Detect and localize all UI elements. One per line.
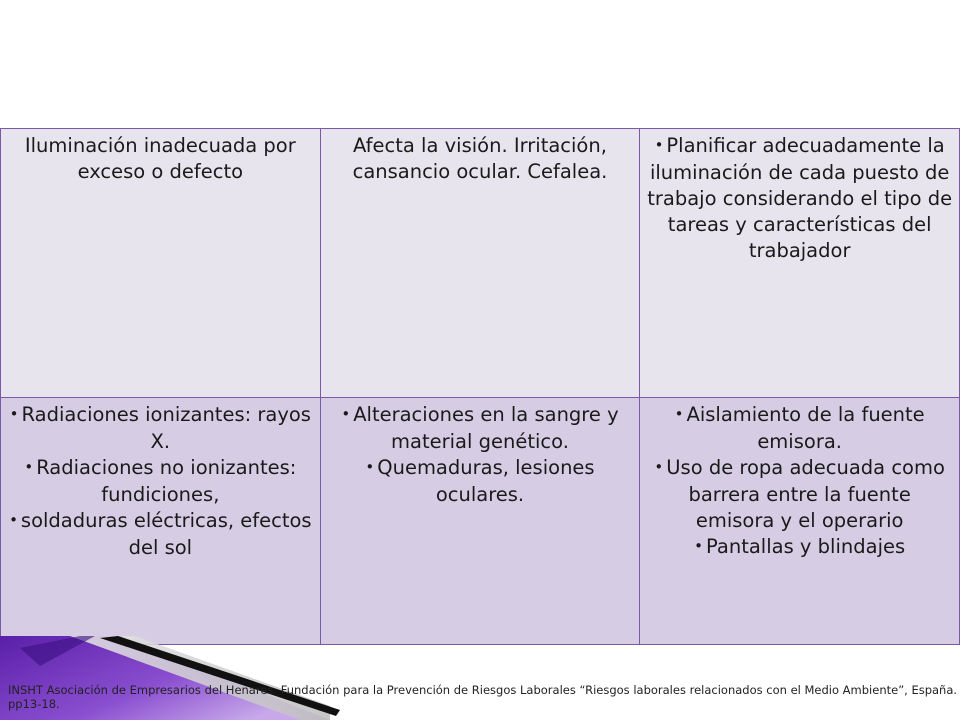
bullet-icon: •: [24, 458, 34, 476]
table-cell: [1, 398, 321, 645]
cell-text-content: Aislamiento de la fuente emisora.: [686, 403, 925, 453]
bullet-icon: •: [654, 458, 664, 476]
cell-text: [327, 133, 634, 185]
bullet-item: [327, 402, 634, 455]
cell-text-content: Afecta la visión. Irritación, cansancio ocular. Cefalea.: [352, 134, 608, 183]
cell-text: [7, 133, 314, 185]
cell-text-content: Radiaciones ionizantes: rayos X.: [21, 403, 311, 453]
source-citation: INSHT Asociación de Empresarios del Henares. Fundación para la Prevención de Riesgos Laborales “Riesgos laborales relacionados con el Medio Ambiente”, España. pp13-18.: [8, 683, 958, 711]
hazard-table: [0, 128, 960, 645]
bullet-icon: •: [9, 511, 18, 529]
bullet-icon: •: [654, 136, 664, 154]
bullet-icon: •: [341, 405, 351, 423]
table-cell: [1, 129, 321, 398]
bullet-item: [646, 455, 953, 534]
table-cell: [320, 129, 640, 398]
table-row: [1, 398, 960, 645]
cell-text-content: Radiaciones no ionizantes: fundiciones,: [36, 456, 297, 506]
cell-text-content: soldaduras eléctricas, efectos del sol: [20, 509, 312, 559]
bullet-item: [7, 402, 314, 455]
table-cell: [640, 398, 960, 645]
cell-text-content: Quemaduras, lesiones oculares.: [377, 456, 595, 506]
bullet-item: [646, 534, 953, 561]
cell-text-content: Planificar adecuadamente la iluminación de cada puesto de trabajo considerando el tipo de tareas y características del trabajador: [647, 134, 953, 262]
bullet-icon: •: [365, 458, 375, 476]
table-cell: [320, 398, 640, 645]
cell-text-content: Pantallas y blindajes: [706, 535, 906, 558]
bullet-icon: •: [674, 405, 684, 423]
bullet-item: [327, 455, 634, 508]
bullet-item: [646, 133, 953, 264]
table-row: [1, 129, 960, 398]
table-cell: [640, 129, 960, 398]
bullet-icon: •: [694, 537, 703, 555]
bullet-item: [646, 402, 953, 455]
bullet-icon: •: [9, 405, 19, 423]
cell-text-content: Alteraciones en la sangre y material genético.: [353, 403, 619, 453]
cell-text-content: Iluminación inadecuada por exceso o defecto: [24, 134, 296, 183]
bullet-item: [7, 508, 314, 561]
bullet-item: [7, 455, 314, 508]
cell-text-content: Uso de ropa adecuada como barrera entre la fuente emisora y el operario: [666, 456, 945, 532]
